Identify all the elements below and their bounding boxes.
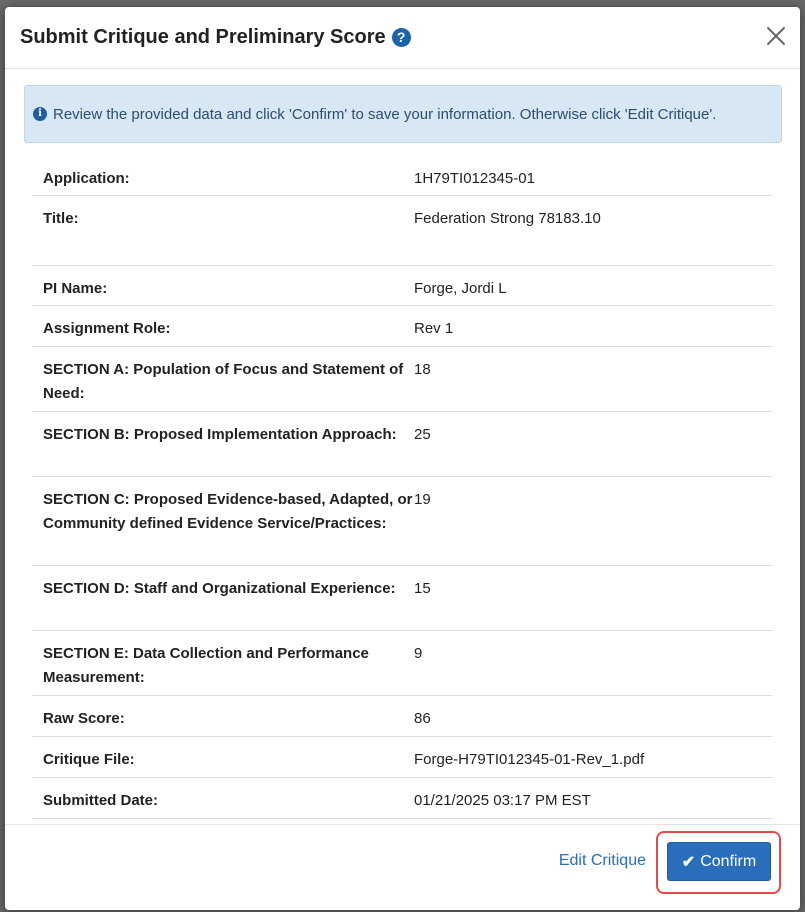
critique-details-table [32, 156, 773, 819]
assignment-role-value: Rev 1 [414, 320, 454, 337]
raw-score-value: 86 [414, 710, 431, 727]
info-alert [24, 85, 782, 143]
submitted-date-value: 01/21/2025 03:17 PM EST [414, 792, 591, 809]
confirm-button-label: Confirm [700, 852, 757, 870]
row-title [32, 196, 773, 266]
check-icon: ✔ [681, 853, 696, 871]
section-a-label: SECTION A: Population of Focus and Statement of Need: [43, 361, 404, 402]
section-e-value: 9 [414, 645, 423, 662]
row-application [32, 156, 773, 196]
assignment-role-label: Assignment Role: [43, 320, 171, 337]
row-section-e [32, 631, 773, 696]
row-section-d [32, 566, 773, 631]
row-assignment-role [32, 306, 773, 347]
section-a-value: 18 [414, 361, 431, 378]
section-d-value: 15 [414, 580, 431, 597]
critique-file-value: Forge-H79TI012345-01-Rev_1.pdf [414, 751, 645, 768]
confirm-highlight [656, 831, 781, 894]
raw-score-label: Raw Score: [43, 710, 125, 727]
title-label: Title: [43, 210, 79, 227]
section-c-value: 19 [414, 491, 431, 508]
title-value: Federation Strong 78183.10 [414, 210, 601, 227]
confirm-button[interactable] [667, 842, 771, 881]
help-icon[interactable]: ? [392, 28, 411, 47]
close-icon[interactable] [766, 26, 786, 46]
info-icon: i [33, 107, 47, 121]
section-c-label: SECTION C: Proposed Evidence-based, Adapted, or Community defined Evidence Service/Practices: [43, 491, 413, 532]
modal-title: Submit Critique and Preliminary Score [20, 26, 386, 48]
row-section-b [32, 412, 773, 477]
row-raw-score [32, 696, 773, 737]
row-section-a [32, 347, 773, 412]
application-value: 1H79TI012345-01 [414, 170, 535, 187]
submitted-date-label: Submitted Date: [43, 792, 159, 809]
critique-file-label: Critique File: [43, 751, 135, 768]
submit-critique-modal [5, 7, 800, 910]
edit-critique-link[interactable]: Edit Critique [558, 852, 646, 869]
section-b-label: SECTION B: Proposed Implementation Approach: [43, 426, 397, 443]
pi-name-value: Forge, Jordi L [414, 280, 507, 297]
section-b-value: 25 [414, 426, 431, 443]
section-e-label: SECTION E: Data Collection and Performance Measurement: [43, 645, 369, 686]
row-section-c [32, 477, 773, 566]
row-pi-name [32, 266, 773, 306]
application-label: Application: [43, 170, 130, 187]
section-d-label: SECTION D: Staff and Organizational Experience: [43, 580, 396, 597]
pi-name-label: PI Name: [43, 280, 108, 297]
info-alert-text: Review the provided data and click 'Confirm' to save your information. Otherwise click 'Edit Critique'. [53, 105, 717, 123]
row-submitted-date [32, 778, 773, 819]
modal-footer [5, 824, 800, 910]
row-critique-file [32, 737, 773, 778]
modal-header [5, 7, 800, 69]
